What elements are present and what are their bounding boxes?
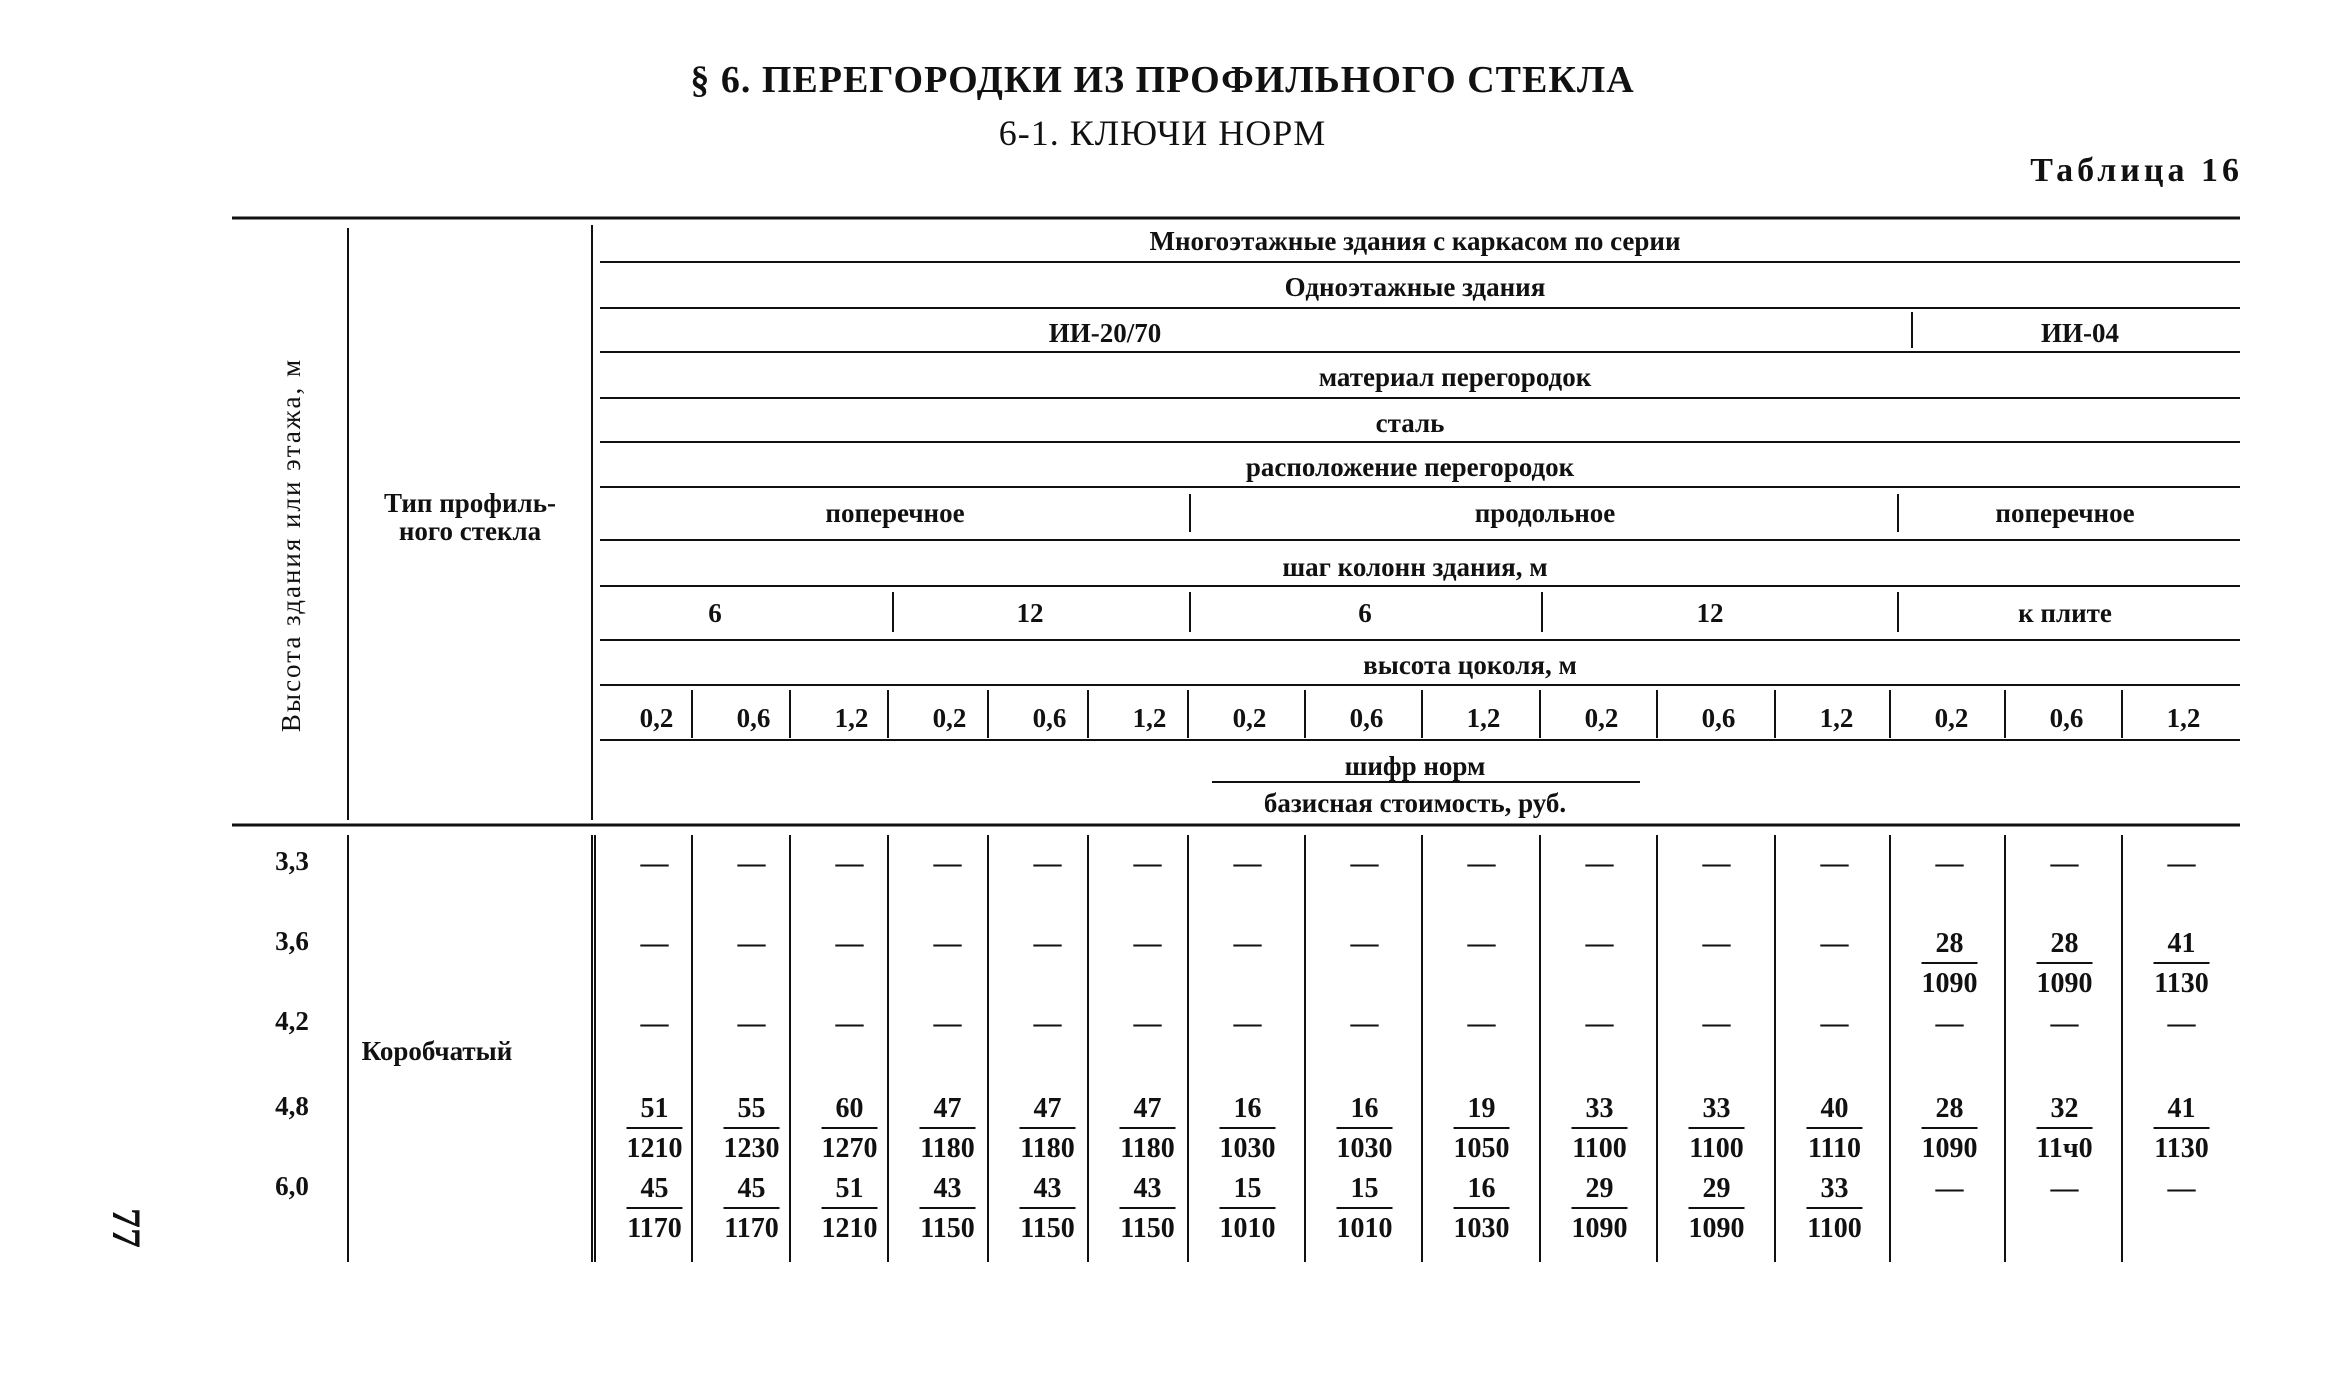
cipher-value: 29 [1585,1173,1614,1204]
dash-cell: — [1133,1008,1162,1039]
dash-cell: — [1702,928,1731,959]
cipher-value: 32 [2050,1093,2079,1124]
plinth-value-10: 0,6 [1701,703,1736,733]
plinth-value-7: 0,6 [1349,703,1384,733]
header-material: материал перегородок [1318,362,1592,392]
dash-cell: — [1133,848,1162,879]
step-label-3: 12 [1696,598,1724,628]
dash-cell: — [933,1008,962,1039]
position-transverse-2: поперечное [1995,498,2135,528]
dash-cell: — [1935,1008,1964,1039]
cipher-value: 51 [835,1173,864,1204]
dash-cell: — [640,848,669,879]
cipher-label: шифр норм [1344,751,1486,781]
cipher-value: 29 [1702,1173,1731,1204]
plinth-value-14: 1,2 [2166,703,2201,733]
cost-value: 1150 [920,1213,975,1244]
plinth-value-11: 1,2 [1819,703,1854,733]
cipher-value: 45 [640,1173,669,1204]
position-longitudinal: продольное [1474,498,1616,528]
dash-cell: — [1935,848,1964,879]
cost-value: 1270 [821,1133,878,1164]
position-transverse-1: поперечное [825,498,965,528]
dash-cell: — [2167,1173,2196,1204]
cost-value: 1100 [1572,1133,1627,1164]
cost-value: 1090 [1571,1213,1628,1244]
cost-value: 1180 [1020,1133,1075,1164]
plinth-value-3: 0,2 [932,703,967,733]
cost-value: 1100 [1689,1133,1744,1164]
plinth-value-0: 0,2 [639,703,674,733]
step-label-1: 12 [1016,598,1044,628]
dash-cell: — [640,928,669,959]
cipher-value: 43 [933,1173,962,1204]
cost-value: 1090 [1688,1213,1745,1244]
dash-cell: — [737,1008,766,1039]
plinth-value-5: 1,2 [1132,703,1167,733]
dash-cell: — [835,848,864,879]
plinth-value-4: 0,6 [1032,703,1067,733]
dash-cell: — [1820,928,1849,959]
dash-cell: — [1133,928,1162,959]
cost-value: 1010 [1219,1213,1276,1244]
cipher-value: 47 [1133,1093,1162,1124]
header-series-1: ИИ-20/70 [1048,318,1162,348]
cipher-value: 19 [1467,1093,1496,1124]
cost-value: 1090 [2036,968,2093,999]
dash-cell: — [737,848,766,879]
dash-cell: — [1233,848,1262,879]
dash-cell: — [835,1008,864,1039]
dash-cell: — [933,928,962,959]
cipher-value: 43 [1033,1173,1062,1204]
plinth-value-2: 1,2 [834,703,869,733]
cost-value: 1050 [1453,1133,1510,1164]
step-label-4: к плите [2018,598,2112,628]
header-plinth-height: высота цоколя, м [1363,650,1577,680]
dash-cell: — [1467,848,1496,879]
cipher-value: 33 [1702,1093,1731,1124]
header-series-2: ИИ-04 [2041,318,2119,348]
cipher-value: 16 [1233,1093,1262,1124]
cipher-value: 43 [1133,1173,1162,1204]
cost-value: 1150 [1020,1213,1075,1244]
dash-cell: — [1033,928,1062,959]
dash-cell: — [1820,848,1849,879]
cipher-value: 40 [1820,1093,1849,1124]
dash-cell: — [2050,1173,2079,1204]
table-label: Таблица 16 [2030,152,2243,189]
page-number: 77 [104,1208,149,1248]
cipher-value: 28 [1935,1093,1964,1124]
header-onestory: Одноэтажные здания [1284,272,1546,302]
dash-cell: — [835,928,864,959]
header-column-step: шаг колонн здания, м [1282,552,1548,582]
cipher-value: 16 [1350,1093,1379,1124]
plinth-value-12: 0,2 [1934,703,1969,733]
dash-cell: — [1467,1008,1496,1039]
cost-value: 1180 [1120,1133,1175,1164]
subtitle: 6-1. КЛЮЧИ НОРМ [998,113,1327,153]
cost-value: 1150 [1120,1213,1175,1244]
step-label-2: 6 [1358,598,1372,628]
cipher-value: 47 [1033,1093,1062,1124]
cipher-value: 60 [835,1093,864,1124]
cipher-value: 55 [737,1093,766,1124]
dash-cell: — [737,928,766,959]
section-title: § 6. ПЕРЕГОРОДКИ ИЗ ПРОФИЛЬНОГО СТЕКЛА [690,59,1635,101]
glass-type-label: Коробчатый [361,1036,513,1066]
cost-value: 1170 [627,1213,682,1244]
cost-label: базисная стоимость, руб. [1263,788,1567,818]
cipher-value: 28 [1935,928,1964,959]
dash-cell: — [1702,848,1731,879]
header-steel: сталь [1375,408,1445,438]
cost-value: 1210 [821,1213,878,1244]
row-height-1: 3,6 [275,926,309,956]
dash-cell: — [1702,1008,1731,1039]
dash-cell: — [2167,848,2196,879]
row-height-0: 3,3 [275,846,309,876]
dash-cell: — [1467,928,1496,959]
dash-cell: — [1935,1173,1964,1204]
row-height-2: 4,2 [275,1006,309,1036]
cost-value: 1180 [920,1133,975,1164]
header-multistory: Многоэтажные здания с каркасом по серии [1149,226,1681,256]
cost-value: 1030 [1219,1133,1276,1164]
dash-cell: — [2167,1008,2196,1039]
cost-value: 1010 [1336,1213,1393,1244]
dash-cell: — [2050,1008,2079,1039]
cipher-value: 41 [2167,1093,2196,1124]
cost-value: 1230 [723,1133,780,1164]
cipher-value: 41 [2167,928,2196,959]
cipher-value: 28 [2050,928,2079,959]
cipher-value: 45 [737,1173,766,1204]
cost-value: 1110 [1808,1133,1861,1164]
dash-cell: — [1350,848,1379,879]
dash-cell: — [640,1008,669,1039]
plinth-value-8: 1,2 [1466,703,1501,733]
cipher-value: 47 [933,1093,962,1124]
plinth-value-6: 0,2 [1232,703,1267,733]
dash-cell: — [933,848,962,879]
plinth-value-13: 0,6 [2049,703,2084,733]
row-height-3: 4,8 [275,1091,309,1121]
dash-cell: — [2050,848,2079,879]
cost-value: 11ч0 [2036,1133,2093,1164]
cipher-value: 15 [1350,1173,1379,1204]
dash-cell: — [1585,928,1614,959]
cipher-value: 51 [640,1093,669,1124]
dash-cell: — [1233,1008,1262,1039]
plinth-value-9: 0,2 [1584,703,1619,733]
dash-cell: — [1350,1008,1379,1039]
cost-value: 1130 [2154,1133,2209,1164]
dash-cell: — [1033,1008,1062,1039]
height-column-header: Высота здания или этажа, м [276,357,306,733]
dash-cell: — [1350,928,1379,959]
step-label-0: 6 [708,598,722,628]
dash-cell: — [1820,1008,1849,1039]
cost-value: 1210 [626,1133,683,1164]
type-column-header-1: Тип профиль- [384,488,556,518]
cost-value: 1090 [1921,1133,1978,1164]
plinth-value-1: 0,6 [736,703,771,733]
dash-cell: — [1585,848,1614,879]
cipher-value: 33 [1820,1173,1849,1204]
cipher-value: 16 [1467,1173,1496,1204]
header-position: расположение перегородок [1245,452,1575,482]
cost-value: 1030 [1453,1213,1510,1244]
type-column-header-2: ного стекла [398,516,542,546]
dash-cell: — [1585,1008,1614,1039]
cost-value: 1130 [2154,968,2209,999]
cost-value: 1030 [1336,1133,1393,1164]
dash-cell: — [1033,848,1062,879]
cost-value: 1100 [1807,1213,1862,1244]
cipher-value: 15 [1233,1173,1262,1204]
cost-value: 1090 [1921,968,1978,999]
cipher-value: 33 [1585,1093,1614,1124]
cost-value: 1170 [724,1213,779,1244]
row-height-4: 6,0 [275,1171,309,1201]
dash-cell: — [1233,928,1262,959]
